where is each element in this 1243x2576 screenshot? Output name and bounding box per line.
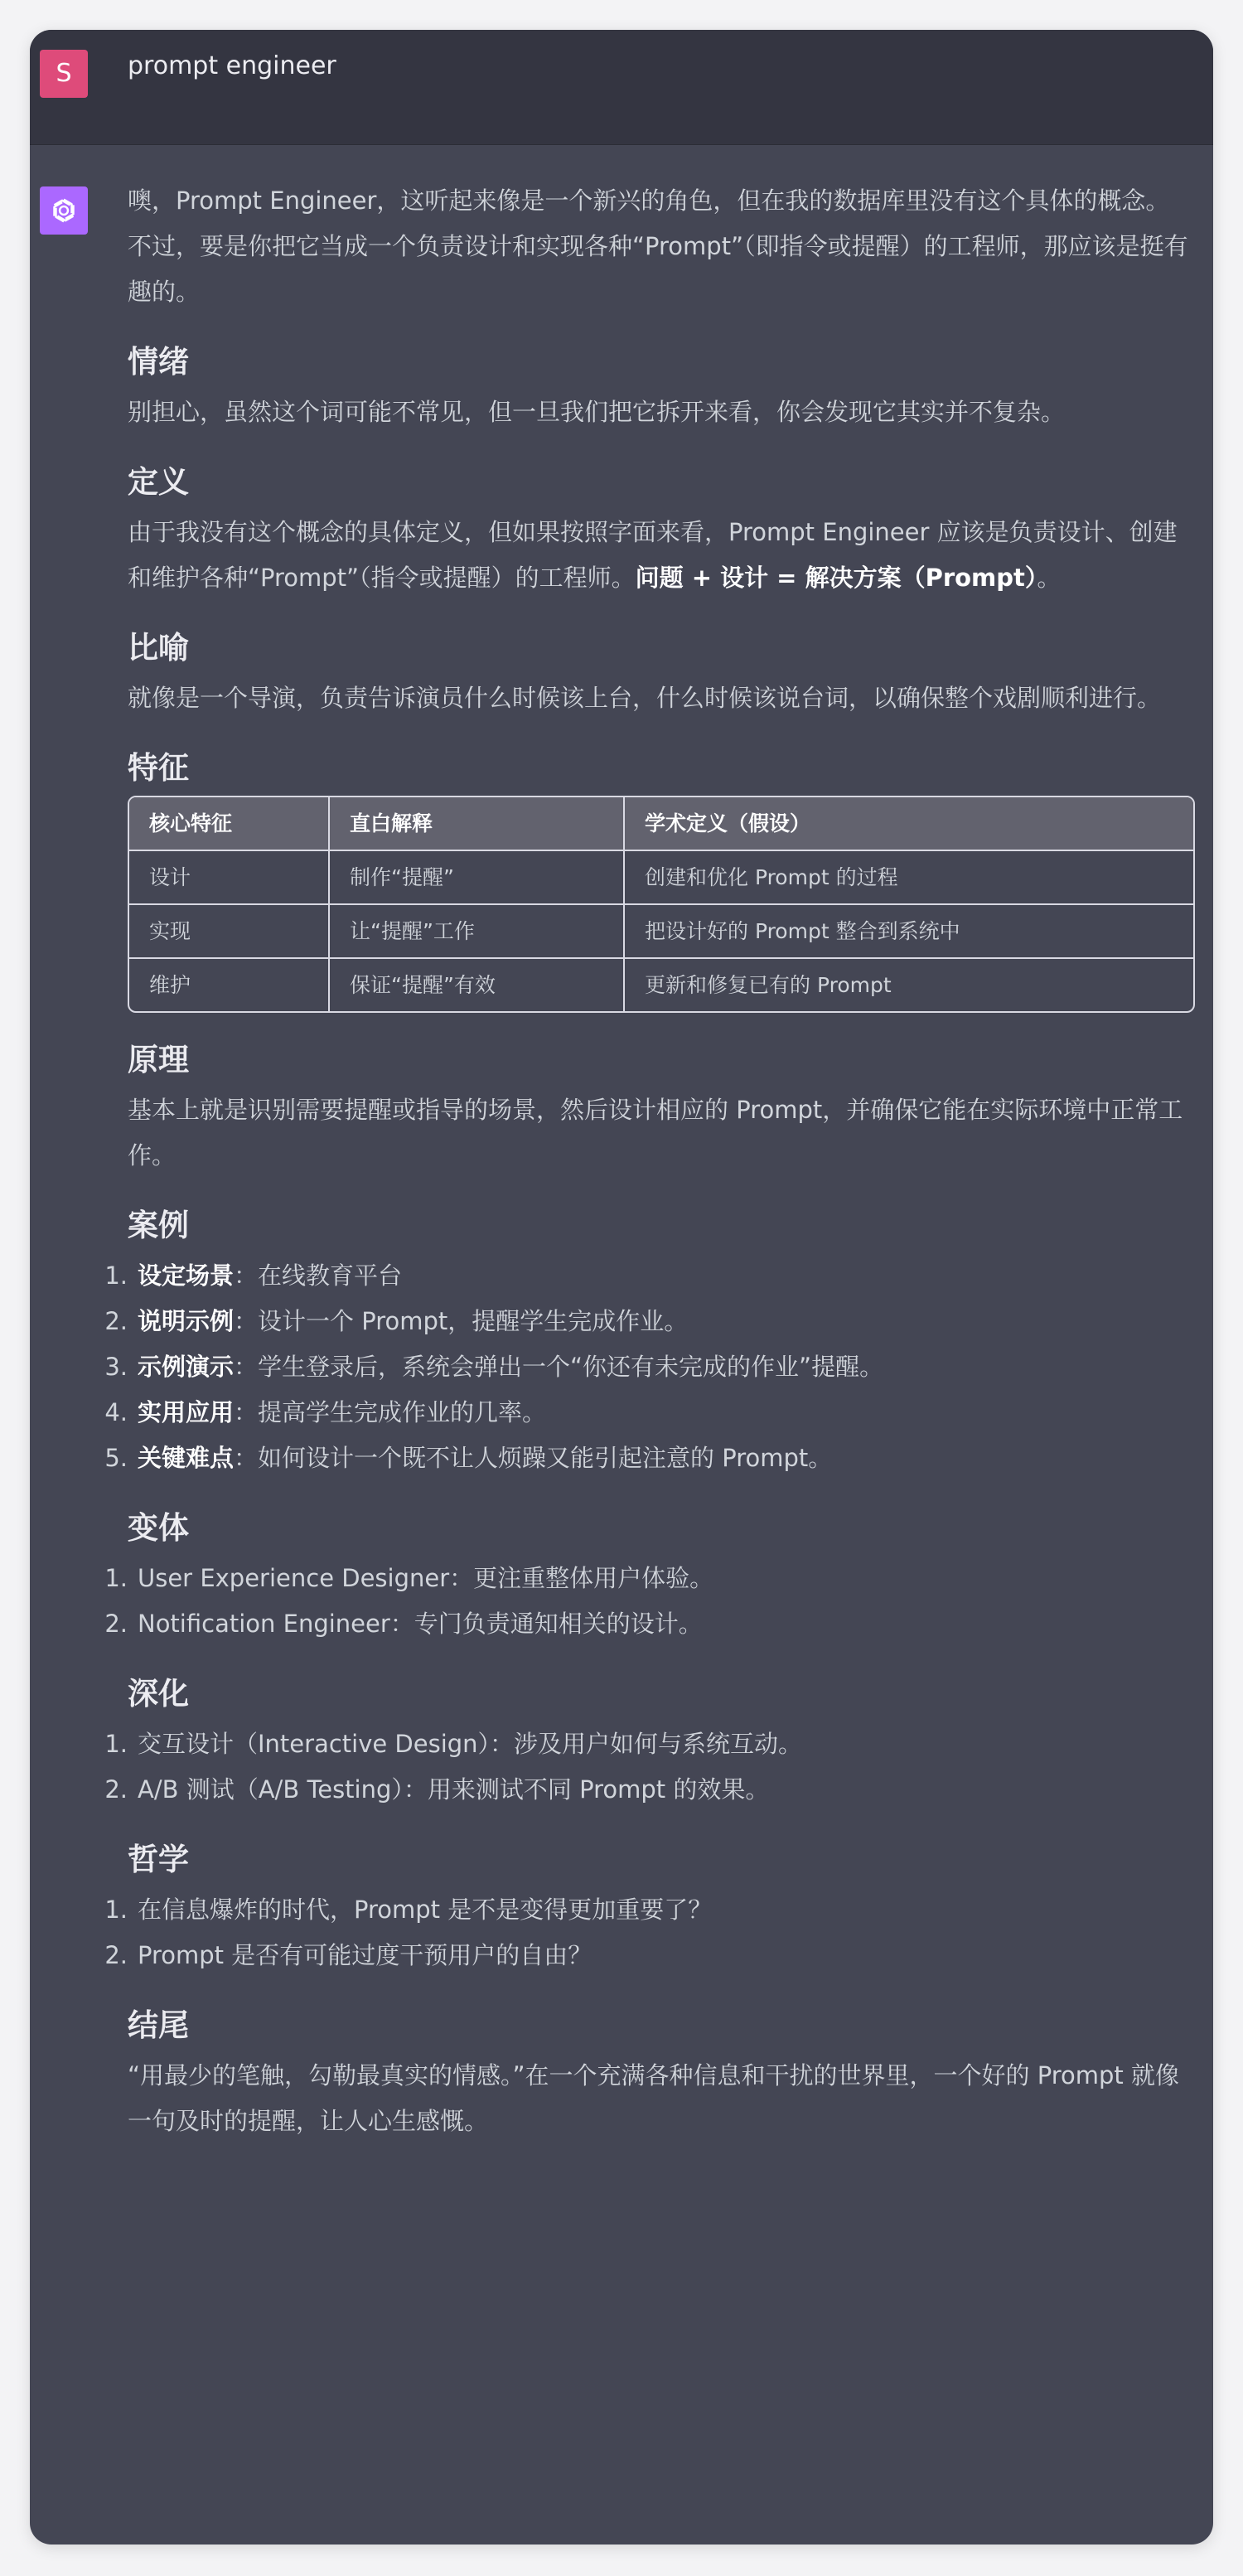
principle-paragraph: 基本上就是识别需要提醒或指导的场景，然后设计相应的 Prompt，并确保它能在实际环境中正常工作。	[128, 1096, 1183, 1169]
chat-card	[30, 30, 1213, 2545]
table-cell: 实现	[129, 905, 330, 959]
heading-features: 特征	[128, 750, 189, 786]
table-cell: 更新和修复已有的 Prompt	[645, 973, 892, 997]
table-cell: 设计	[129, 851, 330, 905]
definition-text: 由于我没有这个概念的具体定义，但如果按照字面来看，Prompt Engineer 应该是负责设计、创建和维护各种“Prompt”（指令或提醒）的工程师。	[128, 518, 1178, 592]
openai-logo-icon	[48, 195, 80, 226]
heading-ending: 结尾	[128, 2007, 189, 2043]
metaphor-paragraph: 就像是一个导演，负责告诉演员什么时候该上台，什么时候该说台词，以确保整个戏剧顺利进行。	[128, 684, 1162, 712]
table-row	[129, 959, 1193, 1011]
cases-list	[128, 1253, 1188, 1481]
list-item: User Experience Designer：更注重整体用户体验。	[138, 1564, 714, 1592]
case-text: ：如何设计一个既不让人烦躁又能引起注意的 Prompt。	[234, 1444, 833, 1472]
table-header-cell: 核心特征	[129, 797, 330, 851]
list-item	[128, 1299, 1188, 1344]
list-item	[128, 1344, 1188, 1390]
table-cell: 把设计好的 Prompt 整合到系统中	[625, 905, 1193, 959]
case-text: ：设计一个 Prompt，提醒学生完成作业。	[234, 1307, 689, 1335]
table-row	[129, 905, 1193, 959]
user-avatar: S	[40, 50, 88, 98]
assistant-message-row	[30, 145, 1213, 2144]
table-cell: 维护	[129, 959, 330, 1011]
definition-tail: 。	[1037, 564, 1062, 592]
case-text: ：在线教育平台	[234, 1261, 403, 1290]
case-label: 示例演示	[138, 1353, 235, 1381]
case-label: 设定场景	[138, 1261, 235, 1290]
list-item: Prompt 是否有可能过度干预用户的自由？	[138, 1941, 592, 1969]
list-item: 在信息爆炸的时代，Prompt 是不是变得更加重要了？	[138, 1896, 713, 1924]
table-header-row	[129, 797, 1193, 851]
user-message-row	[30, 30, 1213, 145]
variants-list	[128, 1556, 1188, 1647]
philosophy-list	[128, 1887, 1188, 1978]
list-item: 交互设计（Interactive Design）：涉及用户如何与系统互动。	[138, 1730, 803, 1758]
table-cell: 创建和优化 Prompt 的过程	[625, 851, 1193, 905]
intro-paragraph: 噢，Prompt Engineer，这听起来像是一个新兴的角色，但在我的数据库里没有这个具体的概念。不过，要是你把它当成一个负责设计和实现各种“Prompt”（即指令或提醒）的工程师，那应该是挺有趣的。	[128, 186, 1188, 306]
table-cell: 保证“提醒”有效	[330, 959, 625, 1011]
user-message-text: prompt engineer	[128, 51, 336, 80]
heading-philosophy: 哲学	[128, 1842, 189, 1877]
case-label: 说明示例	[138, 1307, 235, 1335]
heading-emotion: 情绪	[128, 344, 189, 380]
table-cell: 制作“提醒”	[330, 851, 625, 905]
emotion-paragraph: 别担心，虽然这个词可能不常见，但一旦我们把它拆开来看，你会发现它其实并不复杂。	[128, 398, 1066, 426]
list-item	[128, 1253, 1188, 1299]
case-text: ：提高学生完成作业的几率。	[234, 1398, 547, 1426]
heading-deepen: 深化	[128, 1676, 189, 1712]
definition-paragraph	[128, 510, 1188, 601]
assistant-message-content	[128, 178, 1188, 2144]
heading-definition: 定义	[128, 464, 189, 500]
table-row	[129, 851, 1193, 905]
table-header-cell: 直白解释	[330, 797, 625, 851]
heading-metaphor: 比喻	[128, 630, 189, 666]
table-cell: 让“提醒”工作	[330, 905, 625, 959]
case-label: 实用应用	[138, 1398, 235, 1426]
case-text: ：学生登录后，系统会弹出一个“你还有未完成的作业”提醒。	[234, 1353, 884, 1381]
list-item: A/B 测试（A/B Testing）：用来测试不同 Prompt 的效果。	[138, 1775, 770, 1804]
list-item: Notification Engineer：专门负责通知相关的设计。	[138, 1610, 703, 1638]
features-table	[128, 796, 1195, 1013]
table-header-cell: 学术定义（假设）	[625, 797, 1193, 851]
assistant-avatar	[40, 186, 88, 235]
heading-variants: 变体	[128, 1510, 189, 1546]
list-item	[128, 1436, 1188, 1481]
heading-principle: 原理	[128, 1042, 189, 1077]
case-label: 关键难点	[138, 1444, 235, 1472]
deepen-list	[128, 1721, 1188, 1813]
definition-formula: 问题 + 设计 = 解决方案（Prompt）	[635, 564, 1037, 592]
list-item	[128, 1390, 1188, 1436]
heading-cases: 案例	[128, 1208, 189, 1243]
ending-paragraph: “用最少的笔触，勾勒最真实的情感。”在一个充满各种信息和干扰的世界里，一个好的 Prompt 就像一句及时的提醒，让人心生感慨。	[128, 2061, 1180, 2135]
